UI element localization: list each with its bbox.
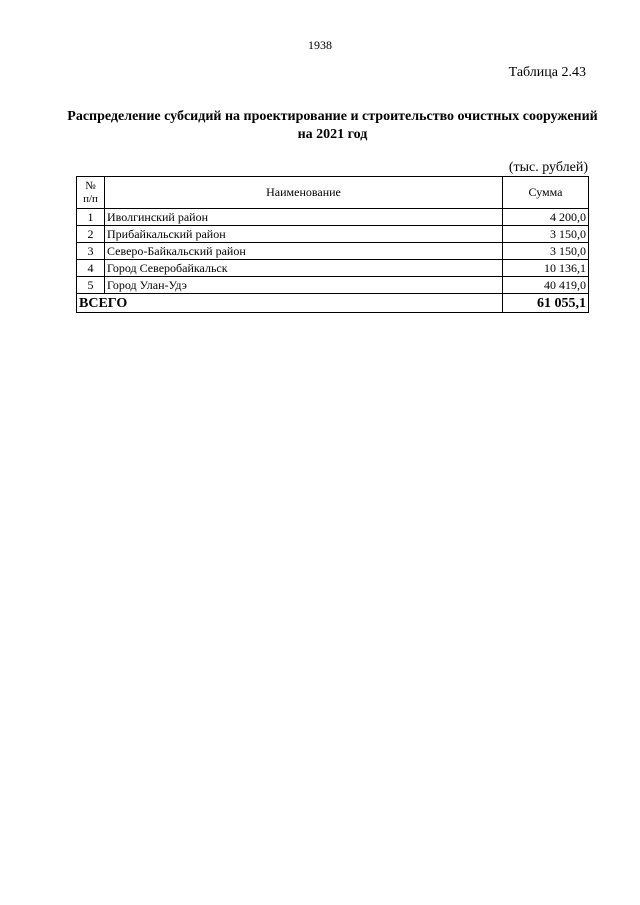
row-num: 5 — [77, 277, 105, 294]
row-name: Северо-Байкальский район — [105, 243, 503, 260]
subsidy-table — [76, 176, 589, 313]
table-row — [77, 260, 589, 277]
units-label: (тыс. рублей) — [508, 160, 588, 175]
table-row — [77, 226, 589, 243]
row-num: 1 — [77, 209, 105, 226]
row-name: Иволгинский район — [105, 209, 503, 226]
row-num: 4 — [77, 260, 105, 277]
row-sum: 3 150,0 — [503, 226, 589, 243]
document-title: Распределение субсидий на проектирование и строительство очистных сооружений на 2021 год — [67, 109, 598, 142]
page-number: 1938 — [308, 38, 332, 52]
row-sum: 4 200,0 — [503, 209, 589, 226]
row-name: Прибайкальский район — [105, 226, 503, 243]
table-label: Таблица 2.43 — [508, 65, 586, 80]
header-num — [77, 177, 105, 209]
row-name: Город Улан-Удэ — [105, 277, 503, 294]
header-num-line1: № — [85, 179, 96, 192]
table-row — [77, 209, 589, 226]
row-num: 2 — [77, 226, 105, 243]
row-sum: 3 150,0 — [503, 243, 589, 260]
row-num: 3 — [77, 243, 105, 260]
row-name: Город Северобайкальск — [105, 260, 503, 277]
total-label: ВСЕГО — [77, 294, 503, 313]
header-num-line2: п/п — [83, 192, 98, 205]
row-sum: 10 136,1 — [503, 260, 589, 277]
total-row — [77, 294, 589, 313]
table-row — [77, 277, 589, 294]
row-sum: 40 419,0 — [503, 277, 589, 294]
table-header-row — [77, 177, 589, 209]
header-name: Наименование — [105, 177, 503, 209]
total-sum: 61 055,1 — [503, 294, 589, 313]
header-sum: Сумма — [503, 177, 589, 209]
table-row — [77, 243, 589, 260]
